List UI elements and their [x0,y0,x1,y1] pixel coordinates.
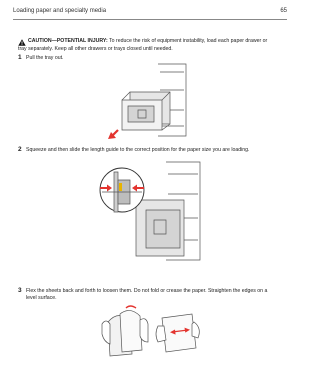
caution-label: CAUTION—POTENTIAL INJURY: [28,38,108,44]
step-text: Pull the tray out. [26,54,64,61]
caution-body-line2: tray separately. Keep all other drawers or trays closed until needed. [18,46,173,52]
flex-paper-illustration [96,304,208,360]
header-rule [13,19,287,20]
caution-text [28,38,280,45]
step-text: Squeeze and then slide the length guide to the correct position for the paper size you are loading. [26,146,250,153]
page-header [13,8,287,18]
caution-body: To reduce the risk of equipment instability, load each paper drawer or [107,38,268,44]
tray-pull-illustration [108,62,194,140]
warning-triangle-icon [18,39,26,46]
step-text: level surface. [26,294,57,301]
step-number: 1 [18,54,22,61]
header-title: Loading paper and specialty media [13,8,107,14]
page-number: 65 [280,8,287,14]
step-number: 3 [18,287,22,294]
step-text: Flex the sheets back and forth to loosen them. Do not fold or crease the paper. Straighten the edges on a [26,287,268,294]
length-guide-illustration [96,160,204,264]
step-number: 2 [18,146,22,153]
